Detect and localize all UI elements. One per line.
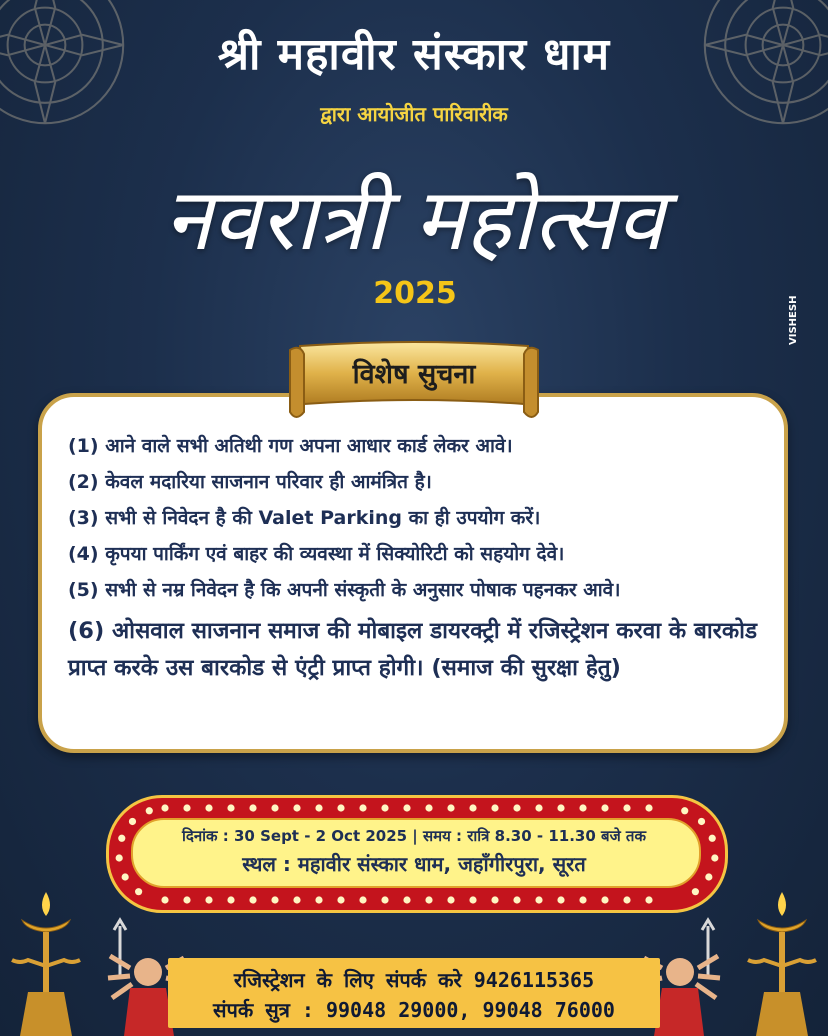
diya-lamp-icon bbox=[742, 886, 822, 1036]
notice-item-1: (1) आने वाले सभी अतिथी गण अपना आधार कार्ड लेकर आवे। bbox=[68, 435, 513, 457]
marquee-bulb bbox=[337, 896, 344, 903]
event-venue: स्थल : महावीर संस्कार धाम, जहाँगीरपुरा, सूरत bbox=[242, 852, 586, 876]
registration-contact: रजिस्ट्रेशन के लिए संपर्क करे 9426115365 bbox=[233, 968, 595, 992]
marquee-bulb bbox=[249, 804, 256, 811]
marquee-bulb bbox=[535, 896, 542, 903]
marquee-bulb bbox=[447, 896, 454, 903]
marquee-bulb bbox=[557, 804, 564, 811]
notice-item-6: (6) ओसवाल साजनान समाज की मोबाइल डायरक्ट्री में रजिस्ट्रेशन करवा के बारकोड प्राप्त करके उस बारकोड से एंट्री प्राप्त होगी। (समाज की सुरक्षा हेतु) bbox=[68, 618, 758, 681]
marquee-bulb bbox=[129, 818, 136, 825]
marquee-bulb bbox=[293, 896, 300, 903]
marquee-bulb bbox=[403, 896, 410, 903]
marquee-bulb bbox=[447, 804, 454, 811]
marquee-bulb bbox=[681, 807, 688, 814]
marquee-bulb bbox=[249, 896, 256, 903]
marquee-bulb bbox=[359, 804, 366, 811]
notice-item-2: (2) केवल मदारिया साजनान परिवार ही आमंत्रित है। bbox=[68, 471, 432, 493]
marquee-bulb bbox=[601, 804, 608, 811]
marquee-bulb bbox=[381, 804, 388, 811]
notice-item-3: (3) सभी से निवेदन है की Valet Parking का ही उपयोग करें। bbox=[68, 507, 541, 529]
notice-item-5: (5) सभी से नम्र निवेदन है कि अपनी संस्कृती के अनुसार पोषाक पहनकर आवे। bbox=[68, 579, 621, 601]
contact-box bbox=[168, 958, 660, 1028]
notice-heading: विशेष सुचना bbox=[352, 359, 476, 390]
marquee-bulb bbox=[579, 896, 586, 903]
marquee-bulb bbox=[205, 804, 212, 811]
organized-by-text: द्वारा आयोजीत पारिवारीक bbox=[320, 102, 508, 126]
marquee-bulb bbox=[271, 896, 278, 903]
marquee-bulb bbox=[645, 804, 652, 811]
marquee-bulb bbox=[161, 804, 168, 811]
marquee-bulb bbox=[623, 804, 630, 811]
marquee-bulb bbox=[146, 807, 153, 814]
event-date-time: दिनांक : 30 Sept - 2 Oct 2025 | समय : रात्रि 8.30 - 11.30 बजे तक bbox=[181, 827, 647, 845]
marquee-bulb bbox=[183, 804, 190, 811]
marquee-bulb bbox=[271, 804, 278, 811]
marquee-bulb bbox=[601, 896, 608, 903]
notice-list bbox=[68, 433, 774, 696]
marquee-bulb bbox=[315, 896, 322, 903]
marquee-bulb bbox=[135, 888, 142, 895]
notice-item-4: (4) कृपया पार्किंग एवं बाहर की व्यवस्था में सिक्योरिटी को सहयोग देवे। bbox=[68, 543, 565, 565]
watermark-logo: VISHESH bbox=[788, 295, 799, 345]
marquee-bulb bbox=[425, 804, 432, 811]
marquee-bulb bbox=[403, 804, 410, 811]
marquee-bulb bbox=[161, 896, 168, 903]
marquee-bulb bbox=[337, 804, 344, 811]
marquee-bulb bbox=[425, 896, 432, 903]
festival-title: नवरात्री महोत्सव bbox=[164, 170, 664, 270]
marquee-bulb bbox=[491, 896, 498, 903]
marquee-bulb bbox=[315, 804, 322, 811]
marquee-bulb bbox=[645, 896, 652, 903]
marquee-bulb bbox=[381, 896, 388, 903]
marquee-bulb bbox=[469, 896, 476, 903]
marquee-bulb bbox=[227, 804, 234, 811]
marquee-bulb bbox=[227, 896, 234, 903]
marquee-bulb bbox=[692, 888, 699, 895]
notice-heading-ribbon bbox=[286, 340, 542, 424]
marquee-bulb bbox=[513, 896, 520, 903]
marquee-bulb bbox=[579, 804, 586, 811]
marquee-bulb bbox=[623, 896, 630, 903]
marquee-bulb bbox=[535, 804, 542, 811]
marquee-bulb bbox=[557, 896, 564, 903]
marquee-bulb bbox=[183, 896, 190, 903]
marquee-bulb bbox=[698, 818, 705, 825]
marquee-bulb bbox=[491, 804, 498, 811]
marquee-bulb bbox=[205, 896, 212, 903]
marquee-bulb bbox=[293, 804, 300, 811]
org-title: श्री महावीर संस्कार धाम bbox=[217, 29, 611, 80]
contact-numbers: संपर्क सुत्र : 99048 29000, 99048 76000 bbox=[213, 998, 615, 1022]
marquee-bulb bbox=[513, 804, 520, 811]
diya-lamp-icon bbox=[6, 886, 86, 1036]
marquee-bulb bbox=[359, 896, 366, 903]
notice-card bbox=[38, 393, 788, 753]
festival-year: 2025 bbox=[373, 276, 457, 311]
marquee-bulb bbox=[469, 804, 476, 811]
